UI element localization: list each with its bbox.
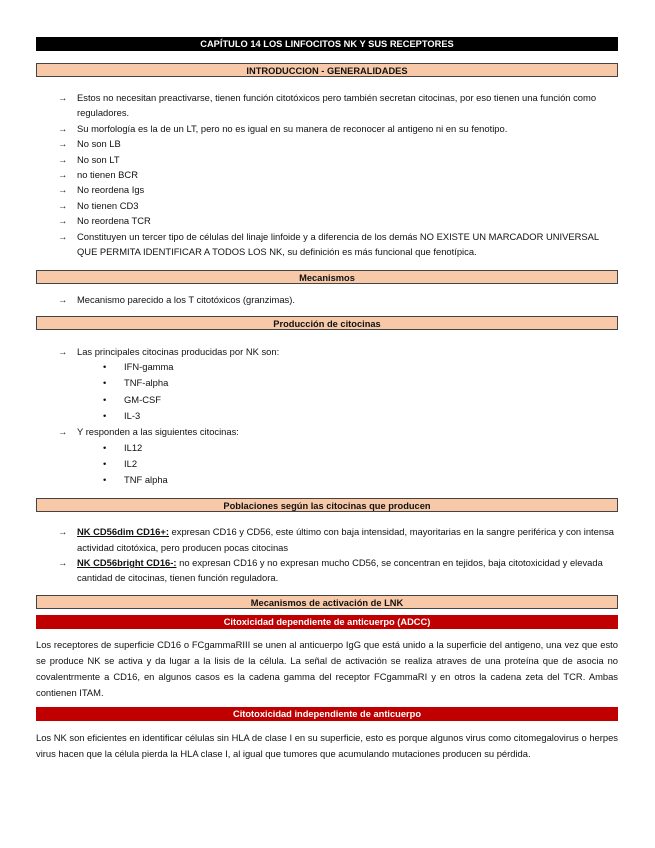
list-item: → NK CD56bright CD16-: no expresan CD16 y no expresan mucho CD56, se concentran en tejidos, baja citotoxicidad y elevada cantidad de citocinas, tienen función reguladora. [58, 556, 603, 584]
population-label: NK CD56bright CD16-: [77, 556, 177, 568]
arrow-icon: → [58, 556, 68, 568]
independent-paragraph: Los NK son eficientes en identificar células sin HLA de clase I en su superficie, esto es porque algunos virus como citomegalovirus o herpes virus hacen que la célula pierda la HLA clase I, al igual que tumores que acumulando mutaciones producen su pérdida. [36, 731, 618, 759]
list-item: → No son LB [58, 136, 618, 151]
arrow-icon: → [58, 184, 68, 196]
arrow-icon: → [58, 215, 68, 227]
list-item: → Y responden a las siguientes citocinas: • IL12 • IL2 • TNF alpha [58, 424, 618, 488]
list-item: → No son LT [58, 152, 618, 167]
arrow-icon: → [58, 230, 68, 242]
list-item: • IFN-gamma [103, 359, 618, 375]
citocinas-list [36, 344, 618, 488]
list-item: → Su morfología es la de un LT, pero no es igual en su manera de reconocer al antigeno ni en su fenotipo. [58, 121, 618, 136]
section-header-activacion: Mecanismos de activación de LNK [36, 595, 618, 609]
arrow-icon: → [58, 153, 68, 165]
bullet-icon: • [103, 361, 107, 373]
bullet-icon: • [103, 441, 107, 453]
chapter-title: CAPÍTULO 14 LOS LINFOCITOS NK Y SUS RECEPTORES [36, 37, 618, 51]
list-item: → No tienen CD3 [58, 198, 618, 213]
list-item: → NK CD56dim CD16+: expresan CD16 y CD56, este último con baja intensidad, mayoritarias en la sangre periférica y con intensa actividad citotóxica, pero producen pocas citocinas [58, 526, 614, 553]
subsection-header-independent: Citotoxicidad independiente de anticuerpo [36, 707, 618, 721]
list-item: → No reordena TCR [58, 213, 618, 228]
list-item: → Las principales citocinas producidas por NK son: • IFN-gamma • TNF-alpha • GM-CSF • IL-3 [58, 344, 618, 424]
arrow-icon: → [58, 294, 68, 306]
poblaciones-list [36, 524, 618, 586]
section-header-mecanismos: Mecanismos [36, 270, 618, 284]
mecanismos-list [36, 292, 618, 307]
responded-cytokines-list [77, 440, 618, 489]
bullet-icon: • [103, 393, 107, 405]
list-item: • IL-3 [103, 408, 618, 424]
arrow-icon: → [58, 199, 68, 211]
adcc-paragraph: Los receptores de superficie CD16 o FCgammaRIII se unen al anticuerpo IgG que está unido a la superficie del antigeno, una vez que esto se produce NK se activa y da lugar a la lisis de la célula. La señal de activación se realiza atraves de una proteína que de asocia no covalentrmente a CD16, en algunos casos es la cadena gamma del receptor FCgammaRI y en otros la cadena zeta del TCR. Ambas contienen ITAM. [36, 638, 618, 698]
list-item: • TNF-alpha [103, 375, 618, 391]
arrow-icon: → [58, 426, 68, 438]
arrow-icon: → [58, 526, 68, 538]
arrow-icon: → [58, 169, 68, 181]
list-item: • IL2 [103, 456, 618, 472]
list-item: → No reordena Igs [58, 182, 618, 197]
arrow-icon: → [58, 345, 68, 357]
list-item: → Constituyen un tercer tipo de células del linaje linfoide y a diferencia de los demás NO EXISTE UN MARCADOR UNIVERSAL QUE PERMITA IDENTIFICAR A TODOS LOS NK, su definición es más funcional que fenotípica. [58, 230, 599, 258]
list-item: • GM-CSF [103, 392, 618, 408]
subsection-header-adcc: Citoxicidad dependiente de anticuerpo (ADCC) [36, 615, 618, 629]
list-item: → Mecanismo parecido a los T citotóxicos (granzimas). [58, 292, 618, 307]
arrow-icon: → [58, 122, 68, 134]
arrow-icon: → [58, 138, 68, 150]
produced-cytokines-list [77, 359, 618, 424]
section-header-citocinas: Producción de citocinas [36, 316, 618, 330]
bullet-icon: • [103, 409, 107, 421]
intro-list [36, 90, 618, 259]
document-page [36, 37, 618, 762]
bullet-icon: • [103, 457, 107, 469]
list-item: • IL12 [103, 440, 618, 456]
bullet-icon: • [103, 377, 107, 389]
arrow-icon: → [58, 92, 68, 103]
section-header-poblaciones: Poblaciones según las citocinas que producen [36, 498, 618, 512]
list-item: • TNF alpha [103, 472, 618, 488]
list-item: → Estos no necesitan preactivarse, tienen función citotóxicos pero también secretan citocinas, por eso tienen una función como reguladores. [58, 92, 597, 119]
list-item: → no tienen BCR [58, 167, 618, 182]
bullet-icon: • [103, 473, 107, 485]
section-header-intro: INTRODUCCION - GENERALIDADES [36, 63, 618, 77]
population-label: NK CD56dim CD16+: [77, 526, 169, 538]
